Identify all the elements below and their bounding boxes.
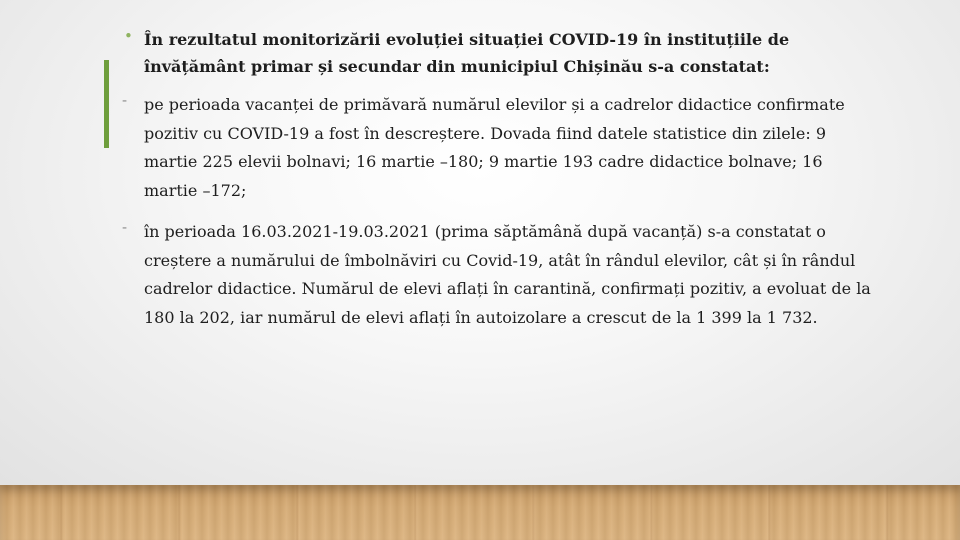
slide-content	[118, 26, 878, 332]
dash-item-vacation	[118, 91, 878, 205]
dash-item-text: pe perioada vacanței de primăvară numărul elevilor și a cadrelor didactice confirmate pozitiv cu COVID-19 a fost în descreștere. Dovada fiind datele statistice din zilele: 9 martie 225 elevii bolnavi; 16 martie –180; 9 martie 193 cadre didactice bolnave; 16 martie –172;	[144, 95, 845, 200]
bullet-item-intro	[118, 26, 878, 80]
dash-item-after-vacation	[118, 218, 878, 332]
dash-icon: -	[122, 91, 128, 109]
bullet-item-text: În rezultatul monitorizării evoluției situației COVID-19 în instituțiile de învățământ primar și secundar din municipiul Chișinău s-a constatat:	[144, 30, 790, 76]
bullet-icon: •	[124, 27, 133, 45]
wooden-floor	[0, 485, 960, 540]
accent-bar	[104, 60, 109, 148]
dash-item-text: în perioada 16.03.2021-19.03.2021 (prima săptămână după vacanță) s-a constatat o creștere a numărului de îmbolnăviri cu Covid-19, atât în rândul elevilor, cât și în rândul cadrelor didactice. Numărul de elevi aflați în carantină, confirmați pozitiv, a evoluat de la 180 la 202, iar numărul de elevi aflați în autoizolare a crescut de la 1 399 la 1 732.	[144, 222, 871, 327]
dash-icon: -	[122, 218, 128, 236]
